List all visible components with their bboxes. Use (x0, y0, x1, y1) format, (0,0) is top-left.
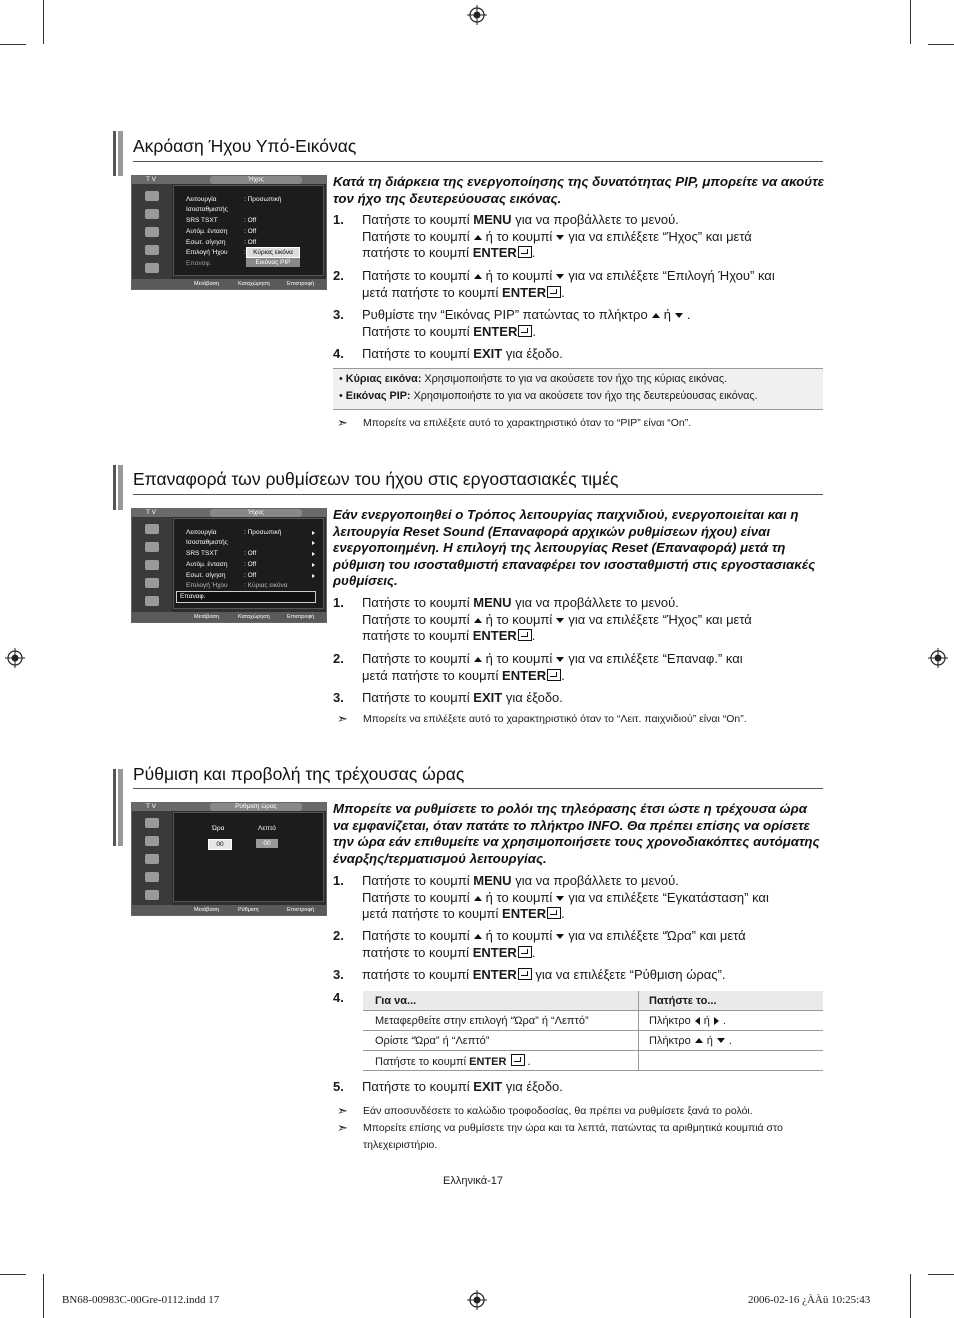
step-text: για να προβάλλετε το μενού. (515, 873, 679, 888)
osd-row: SRS TSXT (186, 550, 218, 557)
down-arrow-icon (556, 235, 564, 240)
crop-mark (0, 44, 26, 45)
key-label: MENU (473, 595, 512, 610)
step-text: πατήστε το κουμπί (362, 245, 470, 260)
note (333, 1103, 825, 1120)
step-number: 2. (333, 651, 344, 666)
step-text: ή (663, 307, 671, 322)
step (333, 967, 825, 984)
key-label: EXIT (473, 690, 503, 705)
osd-row: Ισοσταθμιστής (186, 206, 228, 213)
step-text: ή το κουμπί (485, 928, 553, 943)
osd-row: Επιλογή Ήχου (186, 249, 228, 256)
enter-icon (511, 1054, 525, 1066)
osd-screen (131, 175, 327, 290)
sound-icon (145, 209, 159, 219)
step-text: για έξοδο. (505, 346, 563, 361)
table-cell: Ορίστε “Ώρα” ή “Λεπτό” (363, 1031, 639, 1051)
key-label: ENTER (469, 1055, 507, 1068)
section-rule (133, 161, 823, 162)
osd-hour-label: Ώρα (212, 825, 225, 832)
key-label: ENTER (502, 667, 547, 683)
section-bar (113, 769, 123, 846)
section-intro: Εάν ενεργοποιηθεί ο Τρόπος λειτουργίας παιχνιδιού, ενεργοποιείται και η λειτουργία Reset Sound (Επαναφορά αρχικών ρυθμίσεων ήχου) είναι ενεργοποιημένη. Η επιλογή της λειτουργίας Reset (Επαναφορά) μετά τη ρύθμιση του ισοσταθμιστή επαναφέρει τον ισοσταθμιστή στις εργοστασιακές ρυθμίσεις. (333, 507, 816, 588)
section-title: Ακρόαση Ήχου Υπό-Εικόνας (133, 136, 357, 156)
step-text: για έξοδο. (505, 690, 563, 705)
table-row (363, 1031, 823, 1051)
channel-icon (145, 854, 159, 864)
step: 2. Πατήστε το κουμπί ή το κουμπί για να επιλέξετε “Επιλογή Ήχου” και μετά πατήστε το κουμπί ENTER . (333, 268, 775, 300)
osd-screen (131, 802, 327, 916)
step-number: 2. (333, 268, 344, 283)
crop-mark (43, 0, 44, 44)
step: 1. Πατήστε το κουμπί MENU για να προβάλλετε το μενού. Πατήστε το κουμπί ή το κουμπί για να επιλέξετε “Ήχος” και μετά πατήστε το κουμπί ENTER . (333, 595, 752, 643)
osd-arrow-icon (312, 531, 315, 535)
down-arrow-icon (675, 313, 683, 318)
osd-sidebar (132, 184, 172, 279)
section-title: Επαναφορά των ρυθμίσεων του ήχου στις εργοστασιακές τιμές (133, 469, 619, 489)
osd-row: Λειτουργία (186, 196, 217, 203)
step-number: 1. (333, 595, 344, 610)
step-number: 4. (333, 990, 344, 1005)
enter-icon (518, 946, 532, 958)
step-text: Πατήστε το κουμπί (362, 268, 470, 283)
osd-value: : Off (244, 561, 257, 568)
registration-mark-icon (467, 5, 487, 25)
crop-mark (910, 1274, 911, 1318)
table-row (363, 1051, 823, 1071)
table-header-row (363, 991, 823, 1011)
osd-row: SRS TSXT (186, 217, 218, 224)
note-text: Εάν αποσυνδέσετε το καλώδιο τροφοδοσίας, θα πρέπει να ρυθμίσετε ξανά το ρολόι. (363, 1105, 753, 1117)
table-cell: Μεταφερθείτε στην επιλογή “Ώρα” ή “Λεπτό” (363, 1011, 639, 1031)
key-label: EXIT (473, 346, 503, 361)
osd-row: Λειτουργία (186, 529, 217, 536)
right-arrow-icon (714, 1017, 719, 1025)
registration-mark-icon (928, 648, 948, 668)
table-cell: Πλήκτρο ή . (639, 1011, 824, 1031)
key-label: ENTER (472, 245, 517, 260)
step-text: πατήστε το κουμπί (362, 628, 470, 643)
step-text: για να επιλέξετε “Επιλογή Ήχου” και (568, 268, 775, 283)
table-cell-text: ή (706, 1034, 713, 1047)
section-title: Ρύθμιση και προβολή της τρέχουσας ώρας (133, 764, 465, 784)
down-arrow-icon (556, 934, 564, 939)
table-cell: Πατήστε το κουμπί ENTER . (363, 1051, 639, 1071)
key-label: MENU (473, 212, 512, 227)
step-text: ή το κουμπί (485, 611, 553, 627)
section-rule (133, 788, 823, 789)
step: 2. Πατήστε το κουμπί ή το κουμπί για να επιλέξετε “Ώρα” και μετά πατήστε το κουμπί ENTER . (333, 928, 746, 960)
step-text: Πατήστε το κουμπί (362, 212, 470, 227)
enter-icon (518, 246, 532, 258)
input-icon (145, 263, 159, 273)
key-label: ENTER (472, 967, 517, 982)
setup-icon (145, 245, 159, 255)
instruction-table (363, 991, 823, 1071)
osd-row: Εσωτ. σίγηση (186, 239, 226, 246)
step-number: 2. (333, 928, 344, 943)
step-number: 3. (333, 690, 344, 705)
osd-arrow-icon (312, 574, 315, 578)
osd-foot-return: Επιστροφή (287, 907, 315, 913)
registration-mark-icon (467, 1290, 487, 1310)
step-text: για να προβάλλετε το μενού. (515, 212, 679, 227)
step-number: 1. (333, 212, 344, 227)
crop-mark (43, 1274, 44, 1318)
note-arrow-icon: ➣ (337, 1120, 348, 1135)
step-text: για να επιλέξετε “Επαναφ.” και (568, 651, 743, 666)
crop-mark (0, 1274, 26, 1275)
table-header: Πατήστε το... (639, 991, 824, 1011)
note (333, 711, 825, 728)
footer-file: BN68-00983C-00Gre-0112.indd 17 (62, 1294, 220, 1306)
step-text: Πατήστε το κουμπί (362, 651, 470, 666)
key-label: MENU (473, 873, 512, 888)
step-text: για να επιλέξετε “Εγκατάσταση” και (568, 889, 769, 905)
table-cell-text: Πλήκτρο (649, 1034, 691, 1047)
osd-row: Επαναφ. (186, 260, 212, 267)
crop-mark (928, 44, 954, 45)
step-number: 3. (333, 307, 344, 322)
key-label: ENTER (472, 944, 517, 960)
section-rule (133, 494, 823, 495)
osd-row: Ισοσταθμιστής (186, 539, 228, 546)
bullet-item: • Κύριας εικόνα: Χρησιμοποιήστε το για να ακούσετε τον ήχο της κύριας εικόνας. (339, 373, 728, 385)
step-text: μετά πατήστε το κουμπί (362, 667, 499, 683)
sound-icon (145, 542, 159, 552)
down-arrow-icon (556, 657, 564, 662)
key-label: ENTER (473, 323, 518, 339)
osd-value: : Off (244, 572, 257, 579)
osd-minute-value: 00 (256, 839, 278, 848)
table-cell (639, 1051, 824, 1071)
step-text: ή το κουμπί (485, 228, 553, 244)
section-intro: Μπορείτε να ρυθμίσετε το ρολόι της τηλεόρασης έτσι ώστε η τρέχουσα ώρα να εμφανίζεται, όταν πατάτε το πλήκτρο INFO. Θα πρέπει επίσης να ορίσετε την ώρα εάν επιθυμείτε να χρησιμοποιήσετε τους χρονοδιακόπτες αυτόματης έναρξης/τερματισμού λειτουργίας. (333, 801, 820, 866)
table-cell-text: Πλήκτρο (649, 1014, 691, 1027)
osd-foot-move: Μετάβαση (194, 614, 220, 620)
osd-row: Εσωτ. σίγηση (186, 572, 226, 579)
up-arrow-icon (695, 1038, 703, 1043)
osd-footer (132, 279, 326, 289)
step-text: για να επιλέξετε “Ήχος” και μετά (568, 228, 752, 244)
osd-foot-move: Μετάβαση (194, 907, 220, 913)
step: 1. Πατήστε το κουμπί MENU για να προβάλλετε το μενού. Πατήστε το κουμπί ή το κουμπί για να επιλέξετε “Εγκατάσταση” και μετά πατήστε το κουμπί ENTER . (333, 873, 769, 921)
step-text: Πατήστε το κουμπί (362, 690, 470, 705)
step-text: για να επιλέξετε “Ήχος” και μετά (568, 611, 752, 627)
left-arrow-icon (695, 1017, 700, 1025)
step-text: Πατήστε το κουμπί (362, 611, 470, 627)
table-cell-text: Πατήστε το κουμπί (375, 1055, 467, 1068)
osd-foot-adjust: Ρύθμιση (238, 907, 259, 913)
picture-icon (145, 818, 159, 828)
crop-mark (928, 1274, 954, 1275)
osd-title: Ρύθμιση ώρας (210, 803, 302, 811)
input-icon (145, 890, 159, 900)
table-cell-text: ή (703, 1014, 710, 1027)
osd-sidebar (132, 517, 172, 612)
step-text: για να προβάλλετε το μενού. (515, 595, 679, 610)
step (333, 346, 825, 363)
key-label: EXIT (473, 1079, 503, 1094)
osd-title: Ήχος (210, 509, 302, 517)
step-text: για έξοδο. (505, 1079, 563, 1094)
enter-icon (547, 286, 561, 298)
osd-value: : (244, 249, 246, 256)
osd-row: Επιλογή Ήχου (186, 582, 228, 589)
osd-foot-return: Επιστροφή (287, 614, 315, 620)
step-text: μετά πατήστε το κουμπί (362, 284, 499, 300)
step-text: ή το κουμπί (485, 889, 553, 905)
osd-option: Εικόνας PIP (246, 258, 300, 267)
step-text: Πατήστε το κουμπί (362, 873, 470, 888)
up-arrow-icon (474, 934, 482, 939)
bullet-text: Χρησιμοποιήστε το για να ακούσετε τον ήχο της δευτερεύουσας εικόνας. (413, 390, 758, 402)
osd-row: Επαναφ. (180, 593, 206, 600)
step-text: Πατήστε το κουμπί (362, 346, 470, 361)
footer-date: 2006-02-16 ¿ÀÀü 10:25:43 (748, 1294, 871, 1306)
step (333, 1079, 825, 1096)
bullet-box (333, 368, 823, 410)
osd-value: : Κύριας εικόνα (244, 582, 288, 589)
step-text: για να επιλέξετε “Ώρα” και μετά (568, 928, 746, 943)
osd-option-selected: Κύριας εικόνα (246, 247, 300, 258)
osd-hour-value: 00 (208, 839, 232, 850)
key-label: ENTER (472, 628, 517, 643)
step-number: 3. (333, 967, 344, 982)
osd-value: : Off (244, 217, 257, 224)
registration-mark-icon (5, 648, 25, 668)
note-text: Μπορείτε να επιλέξετε αυτό το χαρακτηριστικό όταν το “PIP” είναι “On”. (363, 417, 692, 429)
section-bar (113, 131, 123, 176)
input-icon (145, 596, 159, 606)
up-arrow-icon (474, 618, 482, 623)
osd-arrow-icon (312, 541, 315, 545)
step: 3. Ρυθμίστε την “Εικόνας PIP” πατώντας το πλήκτρο ή . Πατήστε το κουμπί ENTER . (333, 307, 691, 339)
section-intro: Κατά τη διάρκεια της ενεργοποίησης της δυνατότητας PIP, μπορείτε να ακούτε τον ήχο της δευτερεύουσας εικόνας. (333, 174, 824, 206)
bullet-text: Χρησιμοποιήστε το για να ακούσετε τον ήχο της κύριας εικόνας. (424, 373, 728, 385)
note-arrow-icon: ➣ (337, 1103, 348, 1118)
bullet-label: Κύριας εικόνα: (345, 373, 422, 385)
step-number: 4. (333, 346, 344, 361)
down-arrow-icon (556, 618, 564, 623)
osd-footer (132, 612, 326, 622)
up-arrow-icon (474, 657, 482, 662)
up-arrow-icon (474, 896, 482, 901)
osd-panel (173, 812, 324, 902)
osd-screen (131, 508, 327, 623)
table-header: Για να... (363, 991, 639, 1011)
picture-icon (145, 524, 159, 534)
enter-icon (518, 968, 532, 980)
setup-icon (145, 872, 159, 882)
note-arrow-icon: ➣ (337, 415, 348, 430)
osd-value: : Off (244, 239, 257, 246)
sound-icon (145, 836, 159, 846)
osd-value: : Προσωπική (244, 529, 282, 536)
step-text: Πατήστε το κουμπί (362, 323, 470, 339)
osd-tab: T V (146, 176, 156, 183)
step-text: μετά πατήστε το κουμπί (362, 906, 499, 921)
osd-tab: T V (146, 509, 156, 516)
bullet-label: Εικόνας PIP: (345, 390, 411, 402)
osd-panel (173, 185, 324, 276)
step-text: ή το κουμπί (485, 651, 553, 666)
step: 1. Πατήστε το κουμπί MENU για να προβάλλετε το μενού. Πατήστε το κουμπί ή το κουμπί για να επιλέξετε “Ήχος” και μετά πατήστε το κουμπί ENTER . (333, 212, 752, 260)
osd-title: Ήχος (210, 176, 302, 184)
enter-icon (518, 325, 532, 337)
down-arrow-icon (556, 274, 564, 279)
step-text: Πατήστε το κουμπί (362, 889, 470, 905)
osd-foot-return: Επιστροφή (287, 281, 315, 287)
key-label: ENTER (502, 906, 547, 921)
enter-icon (547, 669, 561, 681)
osd-value: : Off (244, 550, 257, 557)
osd-row: Αυτόμ. ένταση (186, 561, 228, 568)
osd-value: : Προσωπική (244, 196, 282, 203)
bullet-item: • Εικόνας PIP: Χρησιμοποιήστε το για να ακούσετε τον ήχο της δευτερεύουσας εικόνας. (339, 390, 758, 402)
osd-value: : Off (244, 228, 257, 235)
step-text: ή το κουμπί (485, 268, 553, 283)
osd-footer (132, 905, 326, 915)
step-text: Πατήστε το κουμπί (362, 1079, 470, 1094)
note-text: Μπορείτε επίσης να ρυθμίσετε την ώρα και τα λεπτά, πατώντας τα αριθμητικά κουμπιά στο τηλεχειριστήριο. (363, 1122, 783, 1151)
note (333, 415, 825, 432)
step-text: Ρυθμίστε την “Εικόνας PIP” πατώντας το πλήκτρο (362, 307, 648, 322)
step-text: για να επιλέξετε “Ρύθμιση ώρας”. (535, 967, 726, 982)
enter-icon (518, 629, 532, 641)
crop-mark (910, 0, 911, 44)
down-arrow-icon (717, 1038, 725, 1043)
picture-icon (145, 191, 159, 201)
osd-foot-move: Μετάβαση (194, 281, 220, 287)
osd-foot-enter: Καταχώρηση (238, 281, 270, 287)
osd-tab: T V (146, 803, 156, 810)
step-number: 5. (333, 1079, 344, 1094)
step-number: 1. (333, 873, 344, 888)
setup-icon (145, 578, 159, 588)
enter-icon (547, 907, 561, 919)
note-arrow-icon: ➣ (337, 711, 348, 726)
up-arrow-icon (474, 274, 482, 279)
osd-arrow-icon (312, 552, 315, 556)
down-arrow-icon (556, 896, 564, 901)
table-row (363, 1011, 823, 1031)
step-text: Πατήστε το κουμπί (362, 928, 470, 943)
osd-foot-enter: Καταχώρηση (238, 614, 270, 620)
step: 2. Πατήστε το κουμπί ή το κουμπί για να επιλέξετε “Επαναφ.” και μετά πατήστε το κουμπί ENTER . (333, 651, 743, 683)
up-arrow-icon (474, 235, 482, 240)
up-arrow-icon (652, 313, 660, 318)
step-text: Πατήστε το κουμπί (362, 228, 470, 244)
step-text: πατήστε το κουμπί (362, 967, 470, 982)
page-number: Ελληνικά-17 (443, 1175, 504, 1187)
osd-arrow-icon (312, 563, 315, 567)
channel-icon (145, 227, 159, 237)
step-text: Πατήστε το κουμπί (362, 595, 470, 610)
key-label: ENTER (502, 284, 547, 300)
section-bar (113, 465, 123, 510)
osd-sidebar (132, 811, 172, 905)
step-text: πατήστε το κουμπί (362, 944, 470, 960)
note (333, 1120, 803, 1154)
osd-row: Αυτόμ. ένταση (186, 228, 228, 235)
osd-panel (173, 518, 324, 609)
table-cell: Πλήκτρο ή . (639, 1031, 824, 1051)
osd-minute-label: Λεπτό (258, 825, 276, 832)
channel-icon (145, 560, 159, 570)
note-text: Μπορείτε να επιλέξετε αυτό το χαρακτηριστικό όταν το “Λειτ. παιχνιδιού” είναι “On”. (363, 713, 747, 725)
step (333, 690, 825, 707)
